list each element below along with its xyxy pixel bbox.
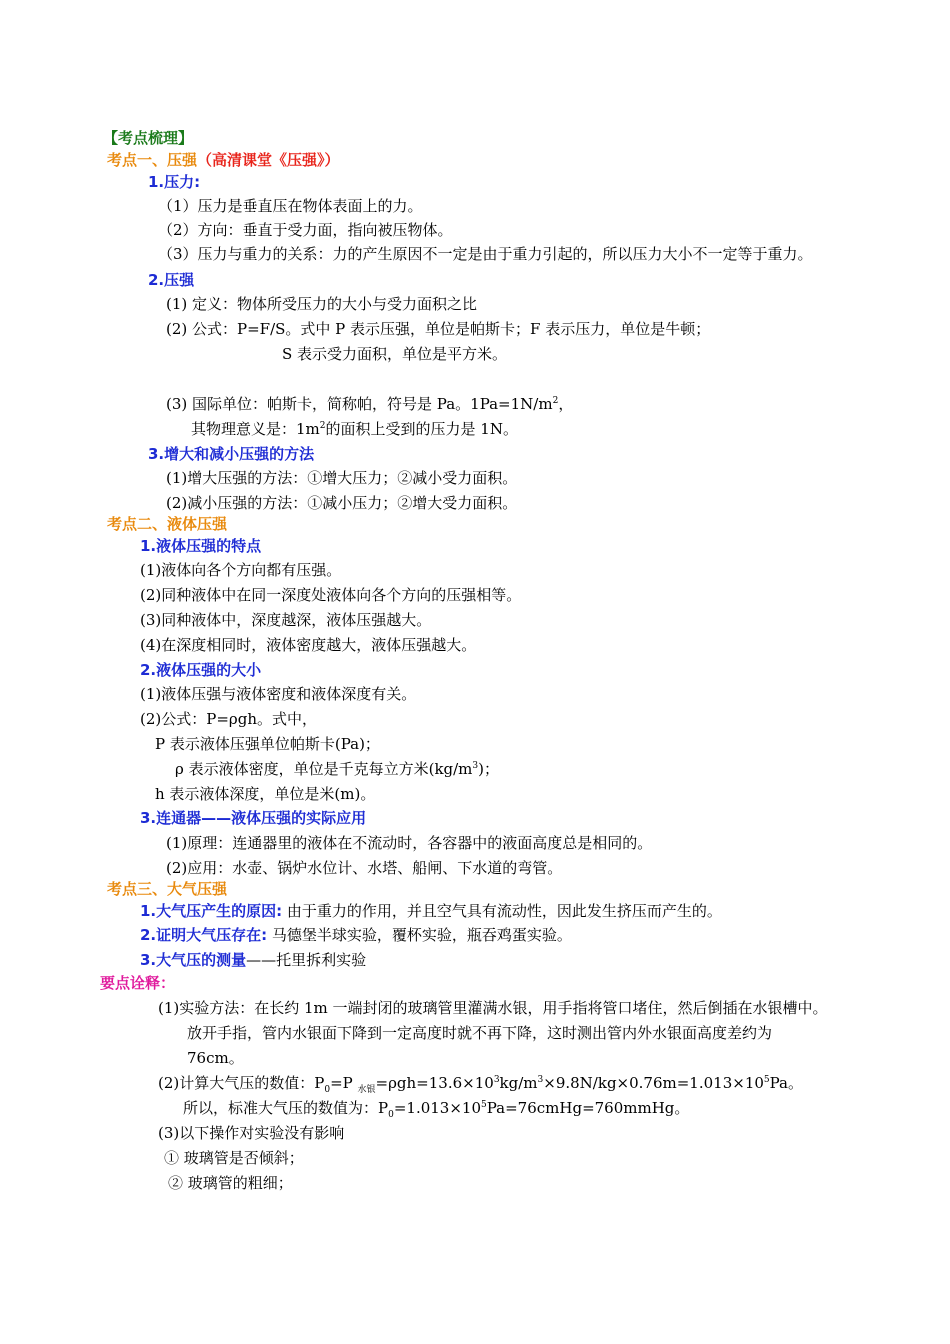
section-3-title: 考点三、大气压强 bbox=[107, 880, 228, 898]
s2-p2-title: 2.液体压强的大小 bbox=[140, 661, 262, 679]
s2-p1-item: (4)在深度相同时，液体密度越大，液体压强越大。 bbox=[140, 636, 477, 654]
notes-standard: 所以，标准大气压的数值为：$P_0=1.013\times 10^5Pa=76cmHg=760mmHg$。 bbox=[183, 1099, 690, 1120]
s1-p2-formula: (2) 公式：P=F/S。式中 P 表示压强，单位是帕斯卡；F 表示压力，单位是牛顿； bbox=[166, 320, 711, 338]
s2-p1-title: 1.液体压强的特点 bbox=[140, 537, 262, 555]
section-1-link[interactable]: （高清课堂《压强》） bbox=[197, 151, 340, 169]
s3-p3: 3.大气压的测量——托里拆利实验 bbox=[140, 951, 367, 969]
section-header: 【考点梳理】 bbox=[103, 129, 194, 147]
s1-p3-item: (2)减小压强的方法：①减小压力；②增大受力面积。 bbox=[166, 494, 518, 512]
s1-p2-unit-meaning: 其物理意义是：$1m^2$的面积上受到的压力是 1N。 bbox=[191, 420, 518, 438]
s1-p1-item: （3）压力与重力的关系：力的产生原因不一定是由于重力引起的，所以压力大小不一定等于重力。 bbox=[158, 245, 813, 263]
s1-p2-title: 2.压强 bbox=[148, 271, 195, 289]
s1-p1-title: 1.压力: bbox=[148, 173, 201, 191]
s1-p2-unit: (3) 国际单位：帕斯卡，简称帕，符号是 Pa。$1Pa=1N/m^2$， bbox=[166, 395, 574, 413]
s2-p3-item: (1)原理：连通器里的液体在不流动时，各容器中的液面高度总是相同的。 bbox=[166, 834, 653, 852]
s2-p2-line: h 表示液体深度，单位是米(m)。 bbox=[155, 785, 376, 803]
s2-p1-item: (1)液体向各个方向都有压强。 bbox=[140, 561, 342, 579]
s2-p2-line: P 表示液体压强单位帕斯卡(Pa)； bbox=[155, 735, 380, 753]
s2-p3-item: (2)应用：水壶、锅炉水位计、水塔、船闸、下水道的弯管。 bbox=[166, 859, 563, 877]
s2-p2-line: (1)液体压强与液体密度和液体深度有关。 bbox=[140, 685, 417, 703]
s1-p2-definition: (1) 定义：物体所受压力的大小与受力面积之比 bbox=[166, 295, 478, 313]
s3-p1: 1.大气压产生的原因: 由于重力的作用，并且空气具有流动性，因此发生挤压而产生的。 bbox=[140, 902, 722, 920]
notes-line: ① 玻璃管是否倾斜； bbox=[164, 1149, 304, 1167]
section-1-heading bbox=[107, 150, 340, 170]
section-2-title: 考点二、液体压强 bbox=[107, 515, 228, 533]
s1-p2-formula-cont: S 表示受力面积，单位是平方米。 bbox=[282, 345, 508, 363]
s1-p3-item: (1)增大压强的方法：①增大压力；②减小受力面积。 bbox=[166, 469, 518, 487]
notes-title: 要点诠释： bbox=[100, 974, 176, 992]
s2-p2-line: (2)公式：P=ρgh。式中， bbox=[140, 710, 317, 728]
s1-p1-item: （1）压力是垂直压在物体表面上的力。 bbox=[158, 197, 423, 215]
notes-calc: (2)计算大气压的数值：$P_0=P$ $_{水银}=\rho gh=13.6\times 10^3kg/m^3\times 9.8N/kg\times 0.76m=1.013\times 10^5Pa$。 bbox=[158, 1074, 804, 1095]
notes-line: 76cm。 bbox=[187, 1049, 244, 1067]
notes-line: (1)实验方法：在长约 1m 一端封闭的玻璃管里灌满水银，用手指将管口堵住，然后倒插在水银槽中。 bbox=[158, 999, 828, 1017]
notes-line: (3)以下操作对实验没有影响 bbox=[158, 1124, 345, 1142]
s2-p1-item: (2)同种液体中在同一深度处液体向各个方向的压强相等。 bbox=[140, 586, 522, 604]
s3-p2: 2.证明大气压存在: 马德堡半球实验，覆杯实验，瓶吞鸡蛋实验。 bbox=[140, 926, 572, 944]
s2-p2-line: ρ 表示液体密度，单位是千克每立方米$(kg/m^3)$； bbox=[175, 760, 500, 778]
notes-line: 放开手指，管内水银面下降到一定高度时就不再下降，这时测出管内外水银面高度差约为 bbox=[187, 1024, 773, 1042]
s1-p1-item: （2）方向：垂直于受力面，指向被压物体。 bbox=[158, 221, 453, 239]
s2-p3-title: 3.连通器——液体压强的实际应用 bbox=[140, 809, 367, 827]
s1-p3-title: 3.增大和减小压强的方法 bbox=[148, 445, 315, 463]
notes-line: ② 玻璃管的粗细； bbox=[168, 1174, 293, 1192]
s2-p1-item: (3)同种液体中，深度越深，液体压强越大。 bbox=[140, 611, 432, 629]
section-1-title: 考点一、压强 bbox=[107, 151, 198, 169]
